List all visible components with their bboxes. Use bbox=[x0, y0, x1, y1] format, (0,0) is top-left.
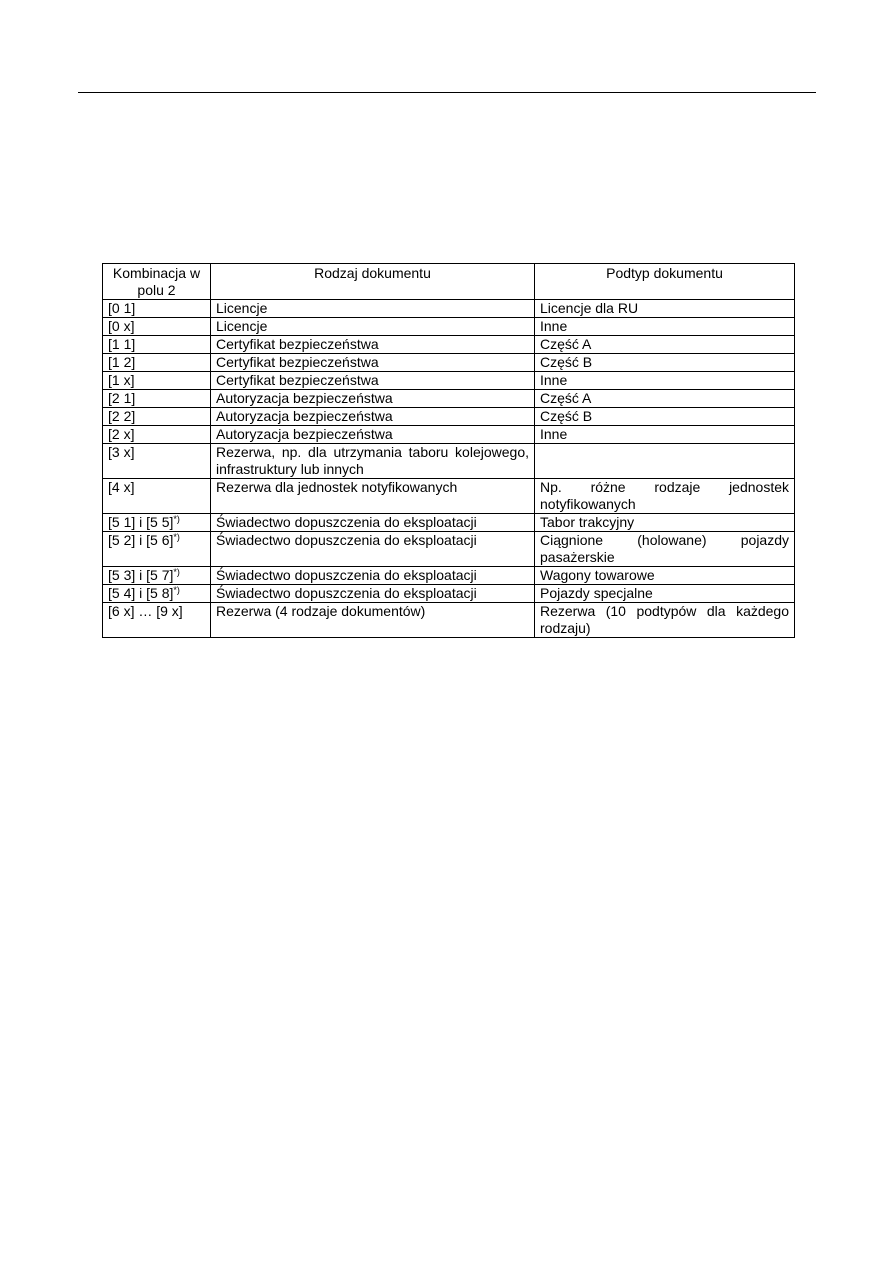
cell-combination bbox=[103, 532, 211, 567]
header-doc-type: Rodzaj dokumentu bbox=[211, 264, 535, 300]
cell-doc-subtype: Część B bbox=[535, 408, 795, 426]
cell-combination bbox=[103, 514, 211, 532]
footnote-marker: *) bbox=[173, 532, 180, 542]
header-rule bbox=[78, 92, 816, 93]
cell-combination bbox=[103, 603, 211, 638]
table-row bbox=[103, 408, 795, 426]
footnote-marker: *) bbox=[173, 514, 180, 524]
combination-code: [2 1] bbox=[108, 390, 136, 406]
cell-doc-type: Świadectwo dopuszczenia do eksploatacji bbox=[211, 585, 535, 603]
footnote-marker: *) bbox=[173, 585, 180, 595]
header-doc-subtype: Podtyp dokumentu bbox=[535, 264, 795, 300]
cell-doc-type: Autoryzacja bezpieczeństwa bbox=[211, 426, 535, 444]
table-row bbox=[103, 585, 795, 603]
cell-combination bbox=[103, 300, 211, 318]
cell-combination bbox=[103, 318, 211, 336]
combination-code: [1 x] bbox=[108, 372, 135, 388]
table-row bbox=[103, 318, 795, 336]
table-row bbox=[103, 603, 795, 638]
cell-combination bbox=[103, 585, 211, 603]
document-type-table bbox=[102, 263, 795, 638]
cell-doc-subtype: Ciągnione (holowane) pojazdy pasażerskie bbox=[535, 532, 795, 567]
combination-code: [1 2] bbox=[108, 354, 136, 370]
table-row bbox=[103, 444, 795, 479]
cell-combination bbox=[103, 390, 211, 408]
cell-doc-subtype: Inne bbox=[535, 372, 795, 390]
cell-doc-subtype: Część A bbox=[535, 390, 795, 408]
table-row bbox=[103, 479, 795, 514]
cell-doc-subtype: Pojazdy specjalne bbox=[535, 585, 795, 603]
combination-code: [2 x] bbox=[108, 426, 135, 442]
combination-code: [2 2] bbox=[108, 408, 136, 424]
cell-combination bbox=[103, 426, 211, 444]
table-row bbox=[103, 532, 795, 567]
footnote-marker: *) bbox=[173, 567, 180, 577]
combination-code: [0 x] bbox=[108, 318, 135, 334]
table-row bbox=[103, 426, 795, 444]
combination-code: [1 1] bbox=[108, 336, 136, 352]
table-row bbox=[103, 300, 795, 318]
cell-doc-type: Świadectwo dopuszczenia do eksploatacji bbox=[211, 514, 535, 532]
cell-doc-subtype: Rezerwa (10 podtypów dla każdego rodzaju) bbox=[535, 603, 795, 638]
combination-code: [5 4] i [5 8] bbox=[108, 585, 174, 601]
cell-combination bbox=[103, 408, 211, 426]
combination-code: [3 x] bbox=[108, 444, 135, 460]
combination-code: [4 x] bbox=[108, 479, 135, 495]
table-row bbox=[103, 514, 795, 532]
cell-doc-type: Świadectwo dopuszczenia do eksploatacji bbox=[211, 532, 535, 567]
combination-code: [5 2] i [5 6] bbox=[108, 532, 174, 548]
cell-doc-subtype: Wagony towarowe bbox=[535, 567, 795, 585]
cell-doc-type: Autoryzacja bezpieczeństwa bbox=[211, 408, 535, 426]
cell-doc-subtype: Np. różne rodzaje jednostek notyfikowanych bbox=[535, 479, 795, 514]
cell-doc-subtype: Tabor trakcyjny bbox=[535, 514, 795, 532]
cell-combination bbox=[103, 567, 211, 585]
cell-combination bbox=[103, 372, 211, 390]
cell-doc-type: Certyfikat bezpieczeństwa bbox=[211, 336, 535, 354]
cell-doc-type: Licencje bbox=[211, 318, 535, 336]
cell-doc-subtype: Licencje dla RU bbox=[535, 300, 795, 318]
cell-doc-subtype: Inne bbox=[535, 318, 795, 336]
table-header-row bbox=[103, 264, 795, 300]
cell-combination bbox=[103, 354, 211, 372]
combination-code: [0 1] bbox=[108, 300, 136, 316]
cell-combination bbox=[103, 444, 211, 479]
cell-doc-type: Świadectwo dopuszczenia do eksploatacji bbox=[211, 567, 535, 585]
cell-doc-type: Rezerwa dla jednostek notyfikowanych bbox=[211, 479, 535, 514]
cell-doc-type: Rezerwa, np. dla utrzymania taboru kolejowego, infrastruktury lub innych bbox=[211, 444, 535, 479]
cell-doc-type: Rezerwa (4 rodzaje dokumentów) bbox=[211, 603, 535, 638]
table-row bbox=[103, 567, 795, 585]
table-row bbox=[103, 372, 795, 390]
cell-doc-type: Licencje bbox=[211, 300, 535, 318]
table-row bbox=[103, 390, 795, 408]
table-row bbox=[103, 354, 795, 372]
cell-doc-type: Certyfikat bezpieczeństwa bbox=[211, 372, 535, 390]
combination-code: [6 x] … [9 x] bbox=[108, 603, 183, 619]
header-combination: Kombinacja w polu 2 bbox=[103, 264, 211, 300]
cell-doc-type: Autoryzacja bezpieczeństwa bbox=[211, 390, 535, 408]
combination-code: [5 3] i [5 7] bbox=[108, 567, 174, 583]
cell-doc-subtype: Część A bbox=[535, 336, 795, 354]
cell-doc-subtype bbox=[535, 444, 795, 479]
cell-combination bbox=[103, 479, 211, 514]
cell-doc-subtype: Inne bbox=[535, 426, 795, 444]
cell-doc-type: Certyfikat bezpieczeństwa bbox=[211, 354, 535, 372]
cell-combination bbox=[103, 336, 211, 354]
table-row bbox=[103, 336, 795, 354]
cell-doc-subtype: Część B bbox=[535, 354, 795, 372]
combination-code: [5 1] i [5 5] bbox=[108, 514, 174, 530]
